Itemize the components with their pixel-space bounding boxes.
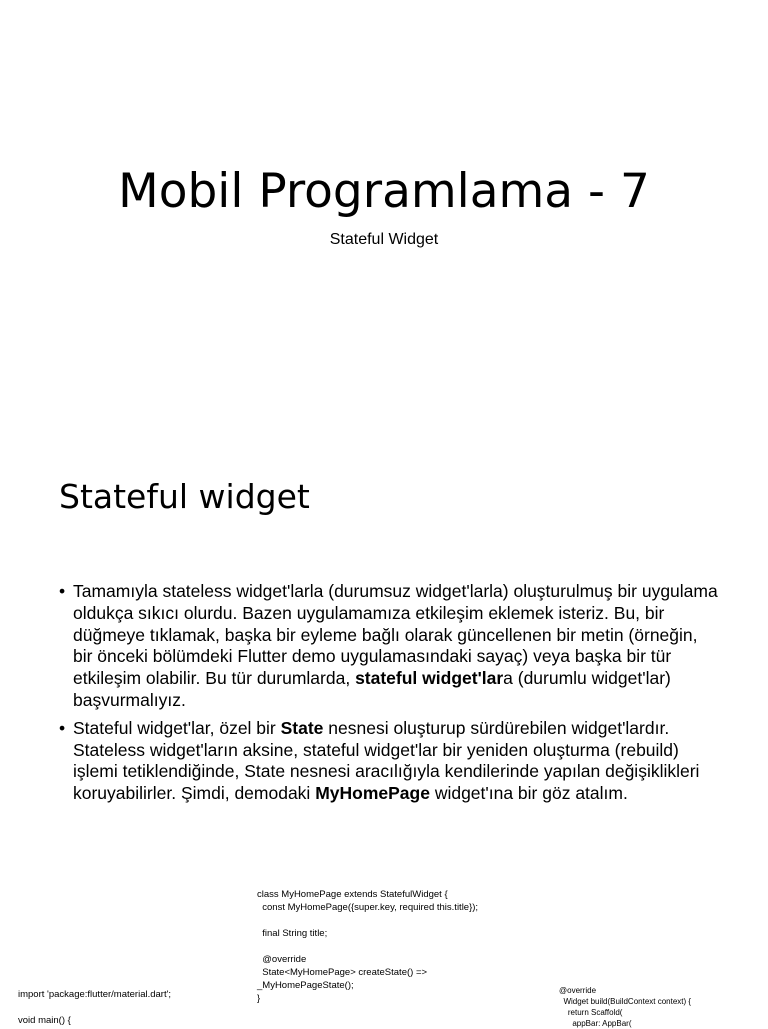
slide-subtitle: Stateful Widget [329, 231, 439, 248]
bullet-marker: • [59, 581, 66, 601]
bullet-text: widget'ına bir göz atalım. [429, 783, 628, 804]
bullet-text: a (durumlu widget'lar) başvurmalıyız. [73, 668, 671, 710]
code-snippet-right: @override Widget build(BuildContext context) { return Scaffold( appBar: AppBar( [559, 986, 692, 1028]
slide-title: Mobil Programlama - 7 [118, 164, 650, 219]
bold-term: MyHomePage [315, 783, 430, 804]
bullet-text: Stateful widget'lar, özel bir [73, 717, 281, 738]
bullet-text: Tamamıyla stateless widget'larla (durumsuz widget'larla) oluşturulmuş bir uygulama oldukça sıkıcı olurdu. Bazen uygulamamıza etkileşim eklemek isteriz. Bu, bir düğmeye tıklamak, başka bir eyleme bağlı olarak güncellenen bir metin (örneğin, bir önceki bölümdeki Flutter demo uygulamasındaki sayaç) veya başka bir tür etkileşim olabilir. Bu tür durumlarda, [73, 581, 718, 689]
bold-term: stateful widget'lar [355, 668, 504, 689]
bullet-text: nesnesi oluşturup sürdürebilen widget'lardır. Stateless widget'ların aksine, stateful widget'lar bir yeniden oluşturma (rebuild) işlemi tetiklendiğinde, State nesnesi aracılığıyla kendilerinde yapılan değişiklikleri koruyabilirler. Şimdi, demodaki [73, 717, 700, 804]
section-heading: Stateful widget [59, 477, 310, 516]
bullet-item [59, 581, 721, 712]
bullet-list [59, 581, 721, 811]
code-snippet-left: import 'package:flutter/material.dart'; void main() { [18, 989, 172, 1026]
bullet-item [59, 718, 721, 805]
code-snippet-center: class MyHomePage extends StatefulWidget { const MyHomePage({super.key, required this.title}); final String title; @override State<MyHomePage> createState() => _MyHomePageState(); } [257, 889, 479, 1004]
bullet-marker: • [59, 717, 66, 738]
bold-term: State [280, 717, 324, 738]
